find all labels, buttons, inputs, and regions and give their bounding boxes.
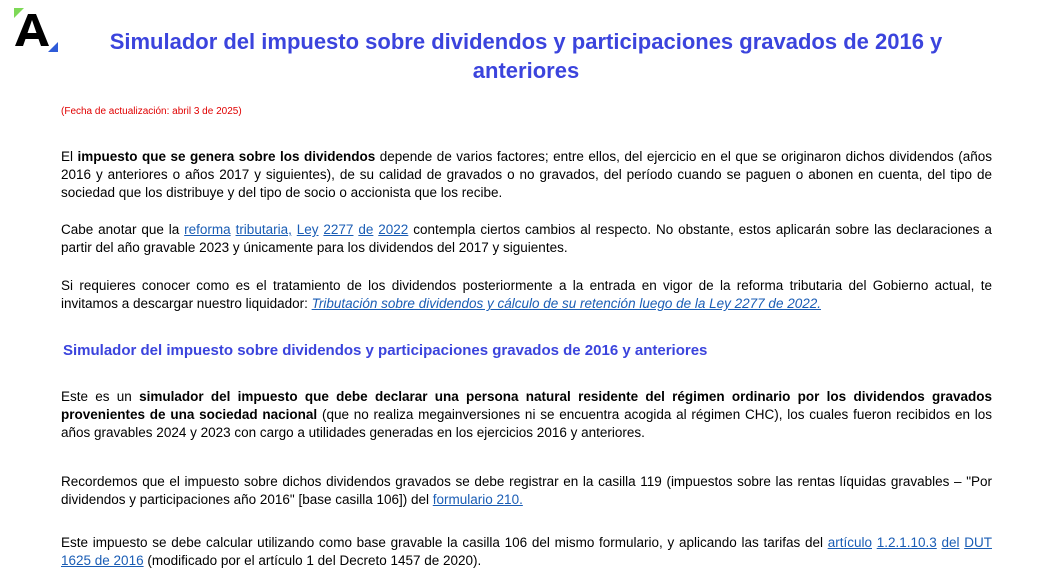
p3-text-1: Si requieres conocer como es el tratamiento de los dividendos posteriormente a la entrada en vigor de la reforma tributaria del Gobierno actual, te invitamos a descargar nuestro liquidador: — [61, 278, 992, 311]
link-1-2-1-10-3[interactable]: 1.2.1.10.3 — [876, 535, 937, 550]
logo-accent-blue — [48, 42, 58, 52]
update-date: (Fecha de actualización: abril 3 de 2025) — [61, 106, 242, 117]
link-2022[interactable]: 2022 — [378, 222, 409, 237]
logo-accent-green — [14, 8, 24, 18]
intro-paragraph — [61, 148, 992, 202]
p2-text-1: Cabe anotar que la — [61, 222, 185, 237]
brand-logo[interactable] — [12, 8, 60, 56]
p2-text-2: contempla ciertos cambios al respecto. No obstante, estos aplicarán sobre las declaraciones a partir del año gravable 2023 y únicamente para los dividendos del 2017 y siguientes. — [61, 222, 992, 255]
p4-bold: simulador del impuesto que debe declarar una persona natural residente del régimen ordinario por los dividendos gravados provenientes de una sociedad nacional — [61, 389, 992, 422]
link-tributaria[interactable]: tributaria, — [235, 222, 292, 237]
link-dut-1625[interactable]: DUT 1625 de 2016 — [61, 535, 992, 568]
p6-text-2: (modificado por el artículo 1 del Decreto 1457 de 2020). — [143, 553, 482, 568]
reform-paragraph — [61, 221, 992, 257]
link-de[interactable]: de — [358, 222, 374, 237]
casilla-paragraph — [61, 473, 992, 509]
p6-text-1: Este impuesto se debe calcular utilizando como base gravable la casilla 106 del mismo formulario, y aplicando las tarifas del — [61, 535, 828, 550]
link-ley[interactable]: Ley — [296, 222, 319, 237]
liquidador-paragraph — [61, 277, 992, 313]
logo-letter-a — [15, 14, 49, 46]
p5-text-1: Recordemos que el impuesto sobre dichos dividendos gravados se debe registrar en la casilla 119 (impuestos sobre las rentas líquidas gravables – "Por dividendos y participaciones año 2016" [base casilla 106]) del — [61, 474, 992, 507]
p1-bold: impuesto que se genera sobre los dividendos — [77, 149, 376, 164]
link-formulario-210[interactable]: formulario 210. — [432, 492, 523, 507]
page-title: Simulador del impuesto sobre dividendos y participaciones gravados de 2016 y anteriores — [109, 29, 943, 83]
link-reforma[interactable]: reforma — [184, 222, 231, 237]
link-articulo[interactable]: artículo — [827, 535, 872, 550]
link-2277[interactable]: 2277 — [323, 222, 354, 237]
link-tributacion-dividendos[interactable]: Tributación sobre dividendos y cálculo de su retención luego de la Ley 2277 de 2022. — [311, 296, 821, 311]
p1-text-1: El — [61, 149, 78, 164]
link-del[interactable]: del — [941, 535, 960, 550]
simulator-description — [61, 388, 992, 442]
p1-text-2: depende de varios factores; entre ellos, del ejercicio en el que se originaron dichos dividendos (años 2016 y anteriores o años 2017 y siguientes), de su calidad de gravados o no gravados, del período cuando se paguen o abonen en cuenta, del tipo de sociedad que los distribuye y del tipo de socio o accionista que los recibe. — [61, 149, 992, 200]
section-subtitle: Simulador del impuesto sobre dividendos y participaciones gravados de 2016 y anteriores — [63, 342, 708, 359]
base-gravable-paragraph — [61, 534, 992, 570]
p4-text-1: Este es un — [61, 389, 140, 404]
p4-text-2: (que no realiza megainversiones ni se encuentra acogida al régimen CHC), los cuales fueron recibidos en los años gravables 2024 y 2023 con cargo a utilidades generadas en los ejercicios 2016 y anteriores. — [61, 407, 992, 440]
logo-icon — [12, 8, 60, 56]
